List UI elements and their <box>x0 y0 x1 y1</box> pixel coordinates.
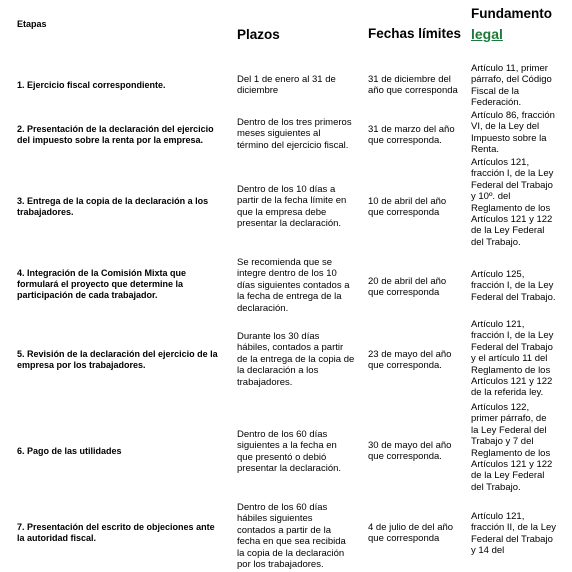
header-plazos: Plazos <box>237 27 280 42</box>
row-1-etapa: 1. Ejercicio fiscal correspondiente. <box>17 80 166 90</box>
row-5-plazo: Durante los 30 días hábiles, contados a partir de la entrega de la copia de la declaración a los trabajadores. <box>237 331 355 388</box>
row-6-fundamento: Artículos 122, primer párrafo, de la Ley Federal del Trabajo y 7 del Reglamento de los Artículos 121 y 122 de la Ley Federal del Trabajo. <box>471 402 553 493</box>
row-3-fundamento: Artículos 121, fracción I, de la Ley Federal del Trabajo y 10º. del Reglamento de los Artículos 121 y 122 de la Ley Federal del Trabajo. <box>471 157 554 248</box>
row-1-fundamento: Artículo 11, primer párrafo, del Código Fiscal de la Federación. <box>471 63 552 109</box>
row-4-fundamento: Artículo 125, fracción I, de la Ley Federal del Trabajo. <box>471 269 556 303</box>
row-6-fecha: 30 de mayo del año que corresponda. <box>368 440 452 463</box>
row-1-plazo: Del 1 de enero al 31 de diciembre <box>237 74 336 97</box>
row-3-etapa: 3. Entrega de la copia de la declaración a los trabajadores. <box>17 196 209 218</box>
row-5-fundamento: Artículo 121, fracción I, de la Ley Federal del Trabajo y el artículo 11 del Reglamento de los Artículos 121 y 122 de la referida ley. <box>471 319 554 399</box>
header-fundamento: Fundamento <box>471 6 552 21</box>
header-fechas-limites: Fechas límites <box>368 26 462 41</box>
header-etapas: Etapas <box>17 19 47 29</box>
row-4-fecha: 20 de abril del año que corresponda <box>368 276 447 299</box>
row-2-fundamento: Artículo 86, fracción VI, de la Ley del Impuesto sobre la Renta. <box>471 110 555 156</box>
row-6-etapa: 6. Pago de las utilidades <box>17 446 122 456</box>
row-5-etapa: 5. Revisión de la declaración del ejercicio de la empresa por los trabajadores. <box>17 349 218 371</box>
row-1-fecha: 31 de diciembre del año que corresponda <box>368 74 458 97</box>
row-7-plazo: Dentro de los 60 días hábiles siguientes contados a partir de la fecha en que sea recibida la copia de la declaración por los trabajadores. <box>237 502 346 571</box>
row-2-plazo: Dentro de los tres primeros meses siguientes al término del ejercicio fiscal. <box>237 117 352 151</box>
row-4-etapa: 4. Integración de la Comisión Mixta que formulará el proyecto que determine la participación de cada trabajador. <box>17 268 187 301</box>
row-7-etapa: 7. Presentación del escrito de objeciones ante la autoridad fiscal. <box>17 522 215 544</box>
row-6-plazo: Dentro de los 60 días siguientes a la fecha en que presentó o debió presentar la declaración. <box>237 429 342 475</box>
row-2-fecha: 31 de marzo del año que corresponda. <box>368 124 455 147</box>
row-4-plazo: Se recomienda que se integre dentro de los 10 días siguientes contados a la fecha de entrega de la declaración. <box>237 257 350 314</box>
row-7-fundamento: Artículo 121, fracción II, de la Ley Federal del Trabajo y 14 del <box>471 511 557 557</box>
row-3-fecha: 10 de abril del año que corresponda <box>368 196 447 219</box>
row-5-fecha: 23 de mayo del año que corresponda. <box>368 349 452 372</box>
row-2-etapa: 2. Presentación de la declaración del ejercicio del impuesto sobre la renta por la empresa. <box>17 124 214 146</box>
row-3-plazo: Dentro de los 10 días a partir de la fecha límite en que la empresa debe presentar la declaración. <box>237 184 347 230</box>
row-7-fecha: 4 de julio de del año que corresponda <box>368 522 454 545</box>
header-legal-link[interactable]: legal <box>471 26 503 42</box>
